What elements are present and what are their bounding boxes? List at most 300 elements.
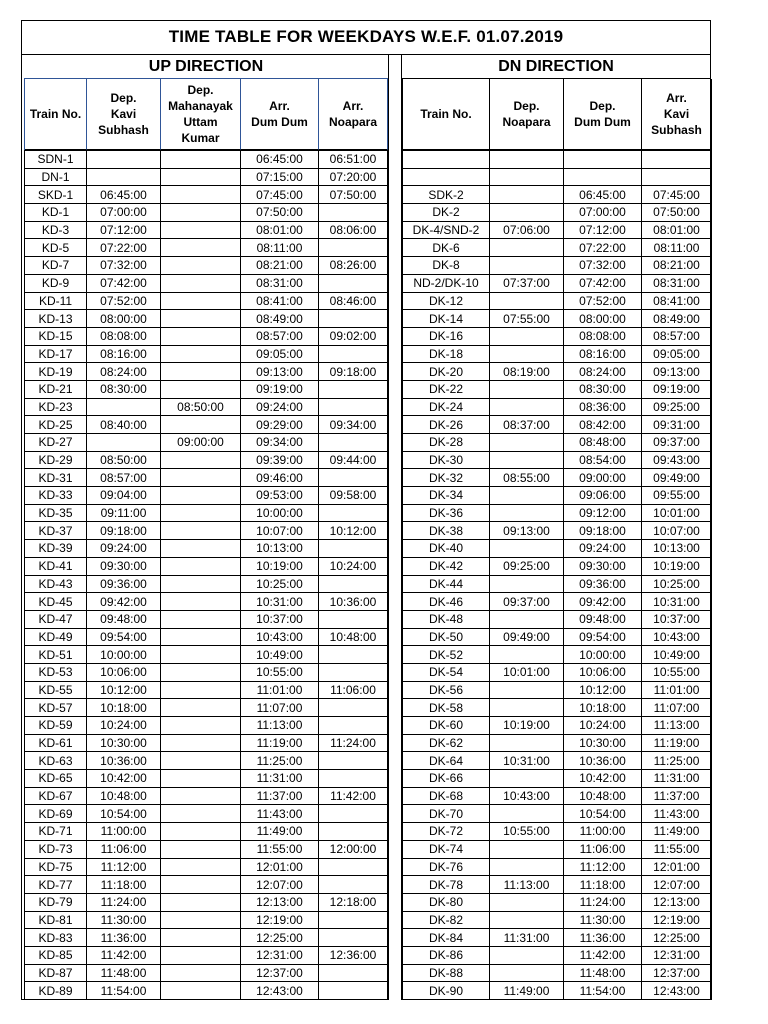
up-cell: 12:18:00 bbox=[319, 893, 388, 911]
up-cell bbox=[87, 168, 161, 186]
dn-cell: DK-44 bbox=[403, 575, 490, 593]
dn-cell: DK-68 bbox=[403, 787, 490, 805]
up-cell: KD-49 bbox=[25, 628, 87, 646]
dn-cell: DK-76 bbox=[403, 858, 490, 876]
up-cell: 08:41:00 bbox=[241, 292, 319, 310]
dn-cell: 11:49:00 bbox=[490, 982, 564, 1000]
up-cell: 07:50:00 bbox=[241, 204, 319, 222]
up-cell: 09:02:00 bbox=[319, 327, 388, 345]
dn-cell: 08:16:00 bbox=[564, 345, 642, 363]
dn-cell bbox=[490, 204, 564, 222]
up-cell: 09:39:00 bbox=[241, 451, 319, 469]
up-cell: 11:37:00 bbox=[241, 787, 319, 805]
dn-cell: DK-56 bbox=[403, 681, 490, 699]
dn-cell bbox=[490, 646, 564, 664]
dn-cell: 10:07:00 bbox=[642, 522, 712, 540]
up-cell bbox=[319, 646, 388, 664]
up-cell: KD-15 bbox=[25, 327, 87, 345]
up-cell: 09:48:00 bbox=[87, 610, 161, 628]
dn-cell bbox=[490, 770, 564, 788]
up-cell: 10:36:00 bbox=[87, 752, 161, 770]
dn-cell bbox=[490, 168, 564, 186]
dn-col-dep-dum-dum: Dep. Dum Dum bbox=[564, 79, 642, 150]
up-cell: KD-51 bbox=[25, 646, 87, 664]
up-cell: KD-47 bbox=[25, 610, 87, 628]
up-cell: 08:08:00 bbox=[87, 327, 161, 345]
up-cell: 10:55:00 bbox=[241, 663, 319, 681]
up-cell bbox=[161, 487, 241, 505]
up-cell: KD-87 bbox=[25, 964, 87, 982]
up-cell: 09:58:00 bbox=[319, 487, 388, 505]
dn-cell: 09:13:00 bbox=[642, 363, 712, 381]
up-cell: KD-61 bbox=[25, 734, 87, 752]
dn-col-dep-noapara: Dep. Noapara bbox=[490, 79, 564, 150]
up-table-row bbox=[25, 487, 388, 505]
dn-table-row bbox=[403, 345, 712, 363]
dn-table-row bbox=[403, 805, 712, 823]
dn-cell: 11:25:00 bbox=[642, 752, 712, 770]
dn-cell: DK-90 bbox=[403, 982, 490, 1000]
up-cell: KD-81 bbox=[25, 911, 87, 929]
up-cell bbox=[87, 434, 161, 452]
up-cell bbox=[319, 504, 388, 522]
up-col-arr-dum-dum: Arr. Dum Dum bbox=[241, 79, 319, 150]
up-table-row bbox=[25, 310, 388, 328]
dn-table-row bbox=[403, 363, 712, 381]
direction-separator bbox=[388, 55, 402, 1000]
up-table-row bbox=[25, 434, 388, 452]
up-cell bbox=[161, 327, 241, 345]
up-cell: 08:49:00 bbox=[241, 310, 319, 328]
dn-cell: 08:08:00 bbox=[564, 327, 642, 345]
up-table-row bbox=[25, 221, 388, 239]
up-cell: 09:53:00 bbox=[241, 487, 319, 505]
up-cell: KD-1 bbox=[25, 204, 87, 222]
up-table-row bbox=[25, 663, 388, 681]
dn-cell bbox=[490, 398, 564, 416]
up-cell: 06:45:00 bbox=[241, 151, 319, 169]
dn-table-row bbox=[403, 434, 712, 452]
dn-cell: 10:19:00 bbox=[642, 557, 712, 575]
dn-cell: 10:54:00 bbox=[564, 805, 642, 823]
dn-cell: DK-32 bbox=[403, 469, 490, 487]
up-cell: 12:36:00 bbox=[319, 946, 388, 964]
up-cell: 10:24:00 bbox=[319, 557, 388, 575]
dn-cell: 08:19:00 bbox=[490, 363, 564, 381]
up-cell: 11:07:00 bbox=[241, 699, 319, 717]
dn-cell: 11:19:00 bbox=[642, 734, 712, 752]
dn-cell: DK-66 bbox=[403, 770, 490, 788]
dn-table-row bbox=[403, 204, 712, 222]
up-table-row bbox=[25, 823, 388, 841]
up-cell: KD-41 bbox=[25, 557, 87, 575]
dn-cell: 09:25:00 bbox=[642, 398, 712, 416]
up-cell: 11:55:00 bbox=[241, 840, 319, 858]
up-cell bbox=[319, 239, 388, 257]
dn-col-train-no: Train No. bbox=[403, 79, 490, 150]
dn-cell bbox=[642, 151, 712, 169]
up-cell: KD-11 bbox=[25, 292, 87, 310]
dn-cell: DK-72 bbox=[403, 823, 490, 841]
up-cell bbox=[87, 398, 161, 416]
dn-table-row bbox=[403, 876, 712, 894]
up-cell: KD-19 bbox=[25, 363, 87, 381]
dn-cell: 10:01:00 bbox=[642, 504, 712, 522]
up-cell: 07:45:00 bbox=[241, 186, 319, 204]
up-cell: KD-89 bbox=[25, 982, 87, 1000]
dn-cell: 10:00:00 bbox=[564, 646, 642, 664]
dn-cell: ND-2/DK-10 bbox=[403, 274, 490, 292]
up-cell: 08:26:00 bbox=[319, 257, 388, 275]
up-cell: 06:45:00 bbox=[87, 186, 161, 204]
up-table-row bbox=[25, 557, 388, 575]
up-table-row bbox=[25, 204, 388, 222]
dn-cell bbox=[490, 292, 564, 310]
up-cell: 12:19:00 bbox=[241, 911, 319, 929]
up-cell: KD-75 bbox=[25, 858, 87, 876]
dn-cell: 10:43:00 bbox=[490, 787, 564, 805]
up-cell: KD-63 bbox=[25, 752, 87, 770]
dn-cell: 11:42:00 bbox=[564, 946, 642, 964]
dn-timetable bbox=[402, 150, 712, 1000]
dn-cell: DK-14 bbox=[403, 310, 490, 328]
up-cell: 12:01:00 bbox=[241, 858, 319, 876]
dn-cell: DK-64 bbox=[403, 752, 490, 770]
up-cell: KD-21 bbox=[25, 380, 87, 398]
dn-cell: 08:01:00 bbox=[642, 221, 712, 239]
up-cell: 11:43:00 bbox=[241, 805, 319, 823]
dn-table-row bbox=[403, 663, 712, 681]
up-table-row bbox=[25, 964, 388, 982]
up-table-row bbox=[25, 646, 388, 664]
up-cell bbox=[161, 504, 241, 522]
up-cell: DN-1 bbox=[25, 168, 87, 186]
dn-cell bbox=[403, 168, 490, 186]
dn-table-row bbox=[403, 522, 712, 540]
up-cell bbox=[161, 770, 241, 788]
dn-cell: 10:24:00 bbox=[564, 717, 642, 735]
up-cell bbox=[319, 610, 388, 628]
up-cell: 09:54:00 bbox=[87, 628, 161, 646]
up-cell: KD-31 bbox=[25, 469, 87, 487]
up-cell: KD-77 bbox=[25, 876, 87, 894]
dn-cell: DK-12 bbox=[403, 292, 490, 310]
up-cell bbox=[319, 575, 388, 593]
dn-cell: 10:25:00 bbox=[642, 575, 712, 593]
up-cell: 08:57:00 bbox=[241, 327, 319, 345]
dn-cell bbox=[490, 540, 564, 558]
dn-cell: 08:31:00 bbox=[642, 274, 712, 292]
dn-cell: DK-70 bbox=[403, 805, 490, 823]
dn-table-row bbox=[403, 487, 712, 505]
up-cell: 11:06:00 bbox=[319, 681, 388, 699]
dn-table-row bbox=[403, 221, 712, 239]
up-table-row bbox=[25, 876, 388, 894]
up-cell bbox=[161, 876, 241, 894]
up-cell: 10:31:00 bbox=[241, 593, 319, 611]
up-cell: 08:40:00 bbox=[87, 416, 161, 434]
up-cell bbox=[161, 239, 241, 257]
dn-cell: 07:42:00 bbox=[564, 274, 642, 292]
dn-cell: 07:52:00 bbox=[564, 292, 642, 310]
dn-table-row bbox=[403, 186, 712, 204]
dn-table-row bbox=[403, 823, 712, 841]
up-table-row bbox=[25, 770, 388, 788]
up-table-row bbox=[25, 787, 388, 805]
up-cell: 11:24:00 bbox=[319, 734, 388, 752]
dn-cell: 11:43:00 bbox=[642, 805, 712, 823]
dn-cell: 08:11:00 bbox=[642, 239, 712, 257]
dn-cell: 10:42:00 bbox=[564, 770, 642, 788]
up-cell: 09:19:00 bbox=[241, 380, 319, 398]
up-table-row bbox=[25, 717, 388, 735]
up-cell: 11:19:00 bbox=[241, 734, 319, 752]
dn-cell: 07:06:00 bbox=[490, 221, 564, 239]
up-cell bbox=[161, 540, 241, 558]
dn-cell bbox=[490, 487, 564, 505]
dn-table-row bbox=[403, 964, 712, 982]
dn-cell: DK-88 bbox=[403, 964, 490, 982]
dn-cell bbox=[490, 893, 564, 911]
up-cell: 11:12:00 bbox=[87, 858, 161, 876]
dn-table-row bbox=[403, 893, 712, 911]
up-cell: 08:06:00 bbox=[319, 221, 388, 239]
dn-cell: 10:37:00 bbox=[642, 610, 712, 628]
up-table-row bbox=[25, 752, 388, 770]
up-cell: KD-25 bbox=[25, 416, 87, 434]
dn-cell: 11:12:00 bbox=[564, 858, 642, 876]
dn-cell: DK-74 bbox=[403, 840, 490, 858]
up-cell: SDN-1 bbox=[25, 151, 87, 169]
up-cell bbox=[161, 628, 241, 646]
up-cell: KD-55 bbox=[25, 681, 87, 699]
up-cell: 11:13:00 bbox=[241, 717, 319, 735]
dn-cell: 11:13:00 bbox=[642, 717, 712, 735]
up-cell bbox=[161, 168, 241, 186]
up-direction-heading: UP DIRECTION bbox=[24, 55, 388, 79]
up-cell bbox=[319, 380, 388, 398]
dn-column-headers bbox=[402, 79, 712, 150]
dn-cell: 11:49:00 bbox=[642, 823, 712, 841]
dn-table-row bbox=[403, 257, 712, 275]
up-cell bbox=[161, 257, 241, 275]
up-cell: KD-53 bbox=[25, 663, 87, 681]
up-cell bbox=[319, 982, 388, 1000]
up-cell bbox=[161, 946, 241, 964]
dn-cell: 08:30:00 bbox=[564, 380, 642, 398]
up-cell: 08:00:00 bbox=[87, 310, 161, 328]
up-cell: 10:48:00 bbox=[87, 787, 161, 805]
dn-table-row bbox=[403, 151, 712, 169]
dn-cell: 10:12:00 bbox=[564, 681, 642, 699]
dn-cell bbox=[490, 610, 564, 628]
dn-cell: DK-16 bbox=[403, 327, 490, 345]
dn-cell: 09:43:00 bbox=[642, 451, 712, 469]
dn-cell: 10:13:00 bbox=[642, 540, 712, 558]
up-cell bbox=[161, 416, 241, 434]
dn-table-row bbox=[403, 911, 712, 929]
up-cell: 11:49:00 bbox=[241, 823, 319, 841]
up-cell: KD-37 bbox=[25, 522, 87, 540]
up-cell: 10:12:00 bbox=[87, 681, 161, 699]
up-cell bbox=[161, 593, 241, 611]
up-cell: 10:36:00 bbox=[319, 593, 388, 611]
dn-table-row bbox=[403, 840, 712, 858]
dn-cell: 10:31:00 bbox=[490, 752, 564, 770]
up-cell: 11:54:00 bbox=[87, 982, 161, 1000]
up-cell bbox=[161, 310, 241, 328]
dn-cell: 11:31:00 bbox=[642, 770, 712, 788]
up-cell: 11:01:00 bbox=[241, 681, 319, 699]
up-cell: 07:32:00 bbox=[87, 257, 161, 275]
up-cell: 12:25:00 bbox=[241, 929, 319, 947]
dn-cell: DK-48 bbox=[403, 610, 490, 628]
dn-cell bbox=[490, 911, 564, 929]
dn-cell: 08:41:00 bbox=[642, 292, 712, 310]
up-cell bbox=[161, 221, 241, 239]
dn-cell: 10:55:00 bbox=[490, 823, 564, 841]
up-table-row bbox=[25, 363, 388, 381]
up-cell: KD-29 bbox=[25, 451, 87, 469]
dn-cell: 11:48:00 bbox=[564, 964, 642, 982]
up-cell: 10:06:00 bbox=[87, 663, 161, 681]
dn-cell: DK-18 bbox=[403, 345, 490, 363]
up-cell bbox=[161, 858, 241, 876]
dn-table-row bbox=[403, 628, 712, 646]
up-cell bbox=[319, 717, 388, 735]
up-table-row bbox=[25, 239, 388, 257]
dn-cell: 09:37:00 bbox=[642, 434, 712, 452]
dn-table-row bbox=[403, 469, 712, 487]
up-cell: 08:50:00 bbox=[87, 451, 161, 469]
dn-cell: 09:00:00 bbox=[564, 469, 642, 487]
up-cell bbox=[161, 522, 241, 540]
up-timetable bbox=[24, 150, 388, 1000]
up-cell: KD-43 bbox=[25, 575, 87, 593]
dn-cell: 10:49:00 bbox=[642, 646, 712, 664]
up-table-row bbox=[25, 575, 388, 593]
up-cell: KD-73 bbox=[25, 840, 87, 858]
up-table-row bbox=[25, 416, 388, 434]
up-cell: 11:24:00 bbox=[87, 893, 161, 911]
dn-direction-heading: DN DIRECTION bbox=[402, 55, 710, 79]
up-cell: 11:00:00 bbox=[87, 823, 161, 841]
up-cell: 08:11:00 bbox=[241, 239, 319, 257]
dn-cell: 08:42:00 bbox=[564, 416, 642, 434]
up-cell bbox=[319, 310, 388, 328]
dn-cell: 08:49:00 bbox=[642, 310, 712, 328]
up-cell: 12:13:00 bbox=[241, 893, 319, 911]
up-cell bbox=[161, 451, 241, 469]
dn-cell: 11:31:00 bbox=[490, 929, 564, 947]
up-cell bbox=[161, 911, 241, 929]
page-title: TIME TABLE FOR WEEKDAYS W.E.F. 01.07.2019 bbox=[21, 20, 711, 55]
up-table-row bbox=[25, 186, 388, 204]
dn-cell bbox=[490, 681, 564, 699]
dn-cell: 09:54:00 bbox=[564, 628, 642, 646]
up-cell: 11:25:00 bbox=[241, 752, 319, 770]
dn-cell: DK-50 bbox=[403, 628, 490, 646]
up-cell: 10:42:00 bbox=[87, 770, 161, 788]
up-cell: 12:37:00 bbox=[241, 964, 319, 982]
up-cell: KD-69 bbox=[25, 805, 87, 823]
dn-cell bbox=[642, 168, 712, 186]
dn-cell bbox=[490, 575, 564, 593]
up-cell bbox=[161, 186, 241, 204]
up-cell: KD-79 bbox=[25, 893, 87, 911]
up-cell bbox=[319, 911, 388, 929]
dn-cell: 11:54:00 bbox=[564, 982, 642, 1000]
up-cell: KD-71 bbox=[25, 823, 87, 841]
dn-cell: DK-2 bbox=[403, 204, 490, 222]
up-cell bbox=[319, 345, 388, 363]
up-cell: KD-33 bbox=[25, 487, 87, 505]
up-cell: 07:00:00 bbox=[87, 204, 161, 222]
dn-cell: 10:30:00 bbox=[564, 734, 642, 752]
up-table-row bbox=[25, 257, 388, 275]
up-table-row bbox=[25, 946, 388, 964]
dn-table-row bbox=[403, 557, 712, 575]
up-cell: 09:04:00 bbox=[87, 487, 161, 505]
dn-cell bbox=[490, 734, 564, 752]
dn-cell: 08:21:00 bbox=[642, 257, 712, 275]
dn-cell bbox=[490, 946, 564, 964]
dn-cell: 12:13:00 bbox=[642, 893, 712, 911]
up-cell bbox=[161, 663, 241, 681]
up-cell bbox=[319, 434, 388, 452]
dn-table-row bbox=[403, 752, 712, 770]
up-cell: 09:34:00 bbox=[319, 416, 388, 434]
dn-cell: 10:01:00 bbox=[490, 663, 564, 681]
up-cell: KD-45 bbox=[25, 593, 87, 611]
dn-table-row bbox=[403, 770, 712, 788]
up-cell bbox=[319, 204, 388, 222]
up-cell: 10:37:00 bbox=[241, 610, 319, 628]
dn-cell: DK-20 bbox=[403, 363, 490, 381]
up-table-row bbox=[25, 893, 388, 911]
up-cell: 08:01:00 bbox=[241, 221, 319, 239]
dn-cell bbox=[490, 345, 564, 363]
up-table-row bbox=[25, 168, 388, 186]
up-cell bbox=[161, 151, 241, 169]
up-cell: 09:36:00 bbox=[87, 575, 161, 593]
dn-cell bbox=[490, 964, 564, 982]
up-table-row bbox=[25, 593, 388, 611]
up-cell: 11:42:00 bbox=[319, 787, 388, 805]
dn-cell: 09:12:00 bbox=[564, 504, 642, 522]
dn-cell: 07:00:00 bbox=[564, 204, 642, 222]
dn-cell: 12:31:00 bbox=[642, 946, 712, 964]
dn-cell: 10:55:00 bbox=[642, 663, 712, 681]
up-cell: 09:11:00 bbox=[87, 504, 161, 522]
up-cell bbox=[161, 363, 241, 381]
dn-cell: SDK-2 bbox=[403, 186, 490, 204]
dn-cell: 07:32:00 bbox=[564, 257, 642, 275]
up-table-row bbox=[25, 840, 388, 858]
dn-cell bbox=[490, 805, 564, 823]
dn-cell: 12:19:00 bbox=[642, 911, 712, 929]
up-cell bbox=[161, 345, 241, 363]
up-table-row bbox=[25, 610, 388, 628]
up-cell: KD-65 bbox=[25, 770, 87, 788]
dn-cell bbox=[490, 186, 564, 204]
up-cell: 08:46:00 bbox=[319, 292, 388, 310]
dn-table-row bbox=[403, 416, 712, 434]
up-cell: 11:06:00 bbox=[87, 840, 161, 858]
dn-cell: 10:48:00 bbox=[564, 787, 642, 805]
up-cell: 09:46:00 bbox=[241, 469, 319, 487]
up-cell: 11:48:00 bbox=[87, 964, 161, 982]
